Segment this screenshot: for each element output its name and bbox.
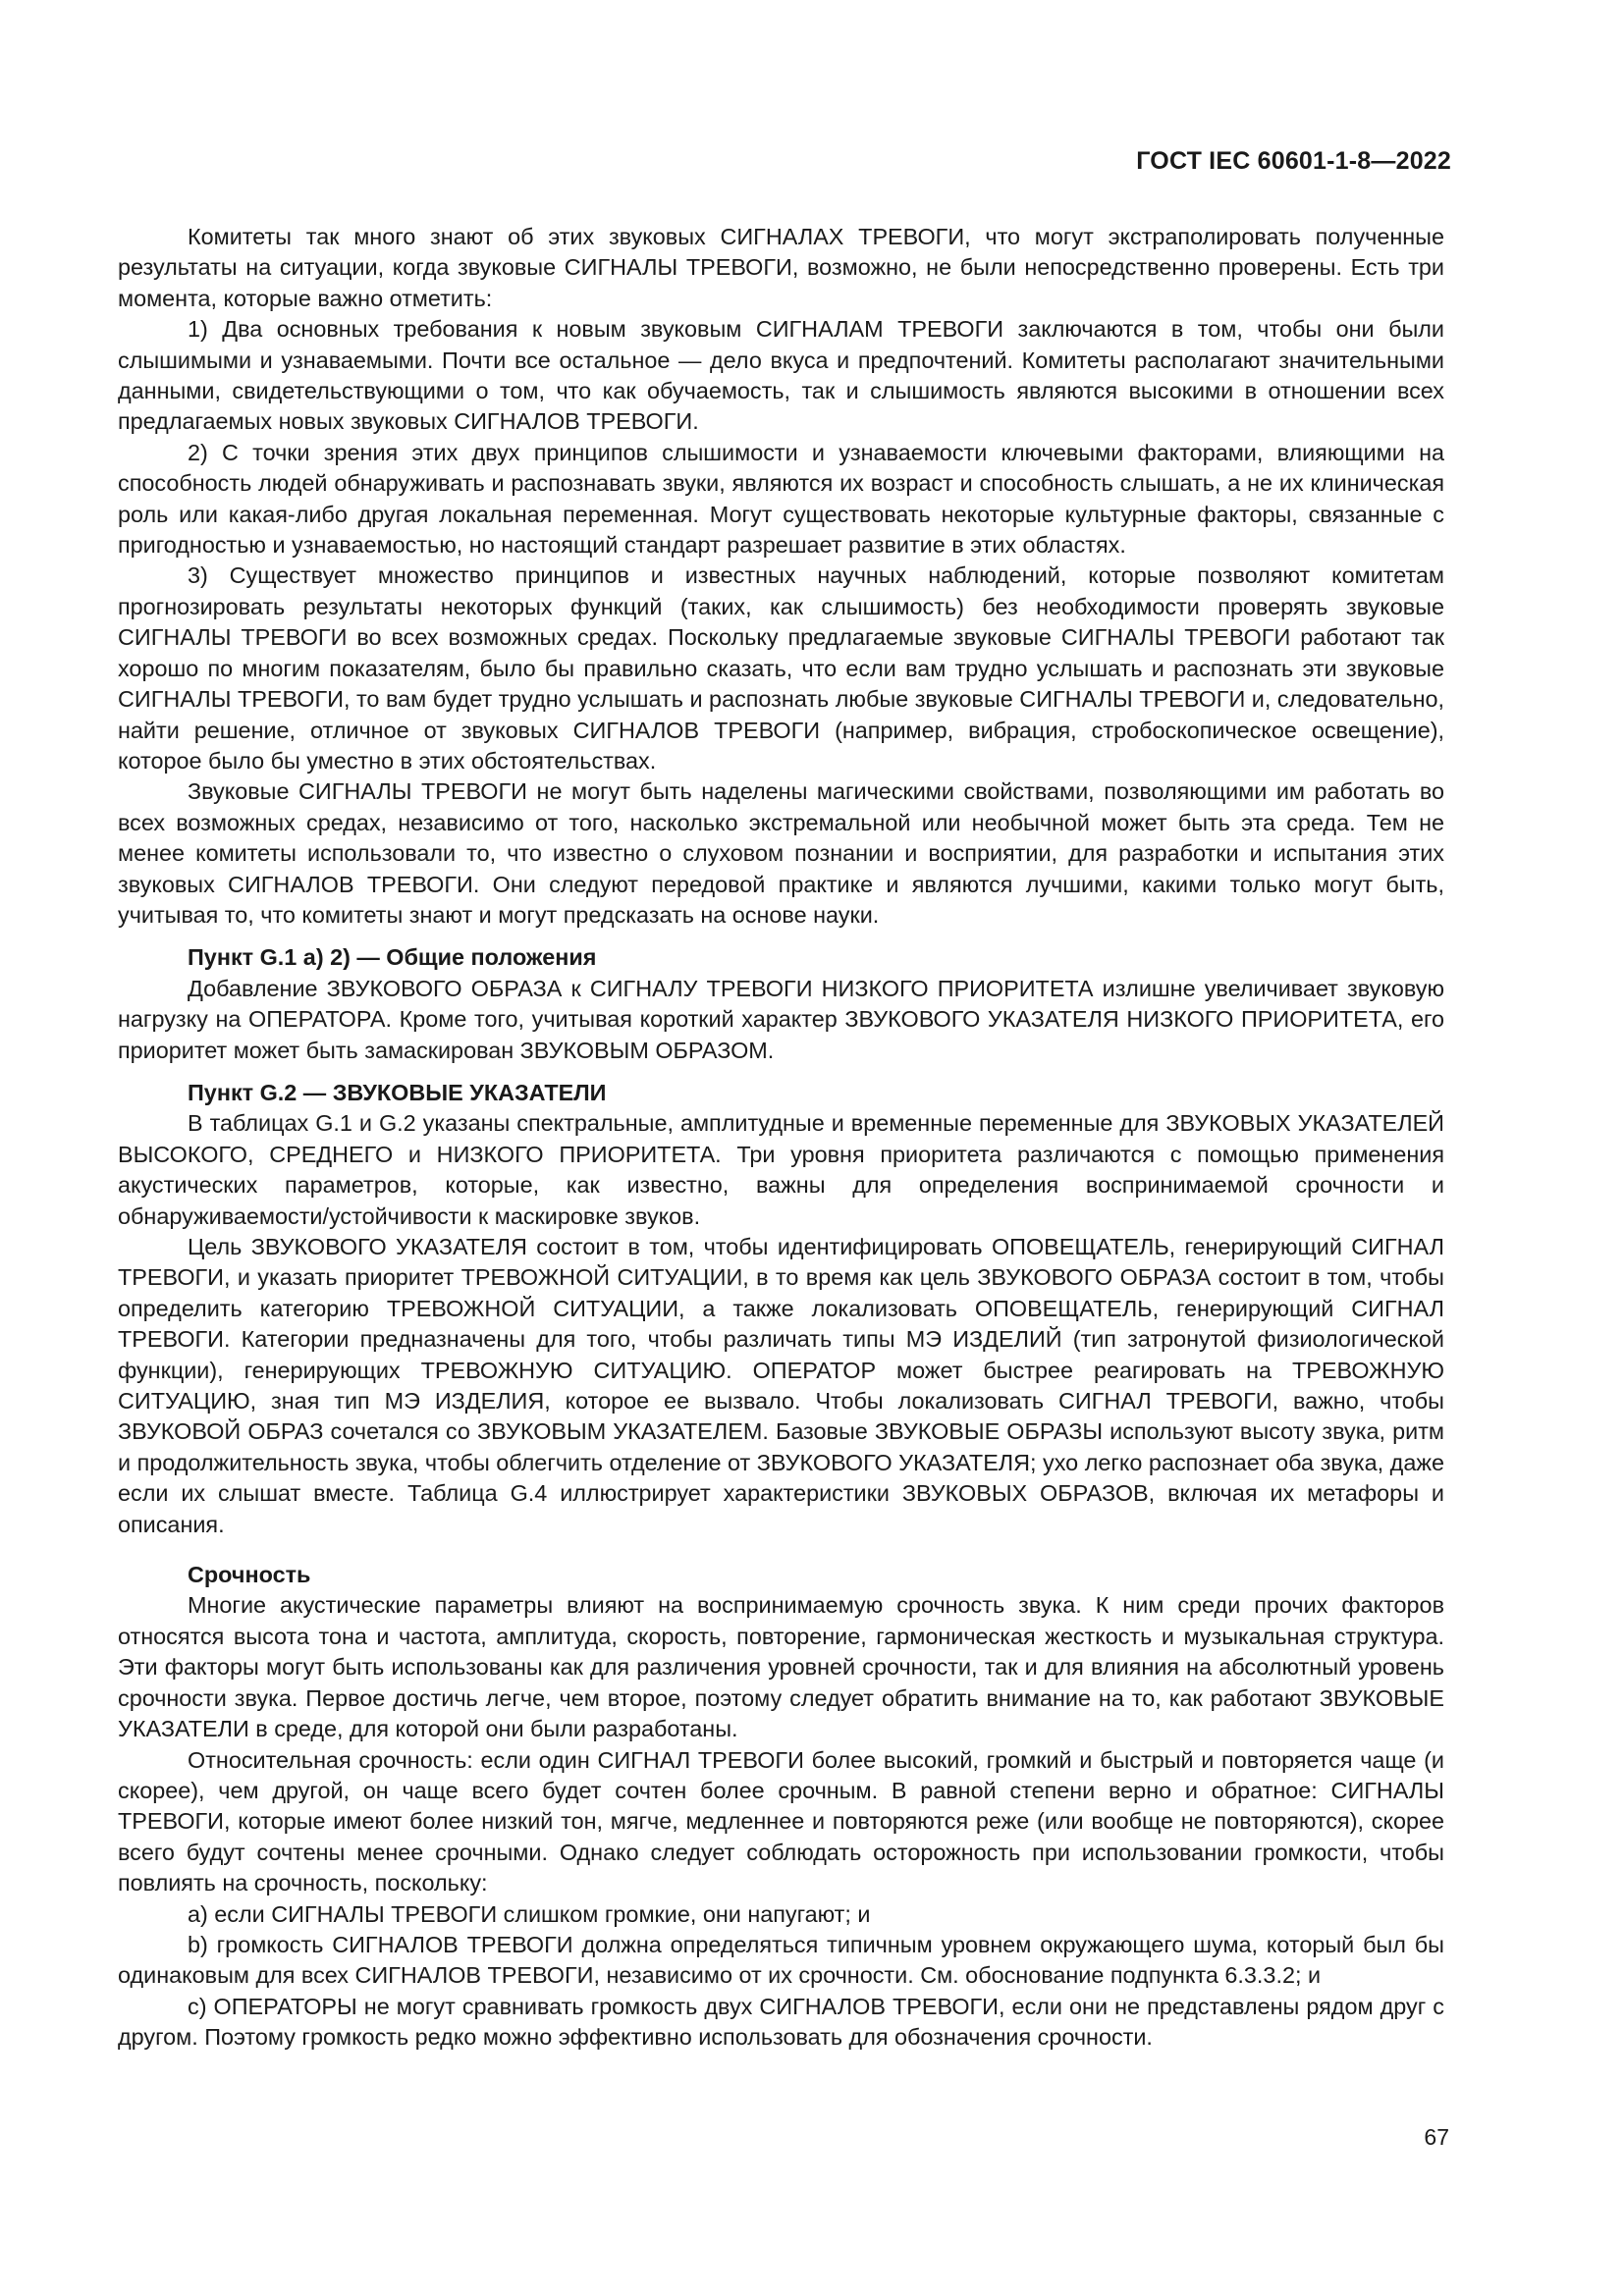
body-paragraph: 1) Два основных требования к новым звуковым СИГНАЛАМ ТРЕВОГИ заключаются в том, чтобы они были слышимыми и узнаваемыми. Почти все остальное — дело вкуса и предпочтений. Комитеты располагают значительными данными, свидетельствующими о том, что как обучаемость, так и слышимость являются высокими в отношении всех предлагаемых новых звуковых СИГНАЛОВ ТРЕВОГИ. xyxy=(118,316,1444,435)
body-paragraph: В таблицах G.1 и G.2 указаны спектральные, амплитудные и временные переменные для ЗВУКОВЫХ УКАЗАТЕЛЕЙ ВЫСОКОГО, СРЕДНЕГО и НИЗКОГО ПРИОРИТЕТА. Три уровня приоритета различаются с помощью применения акустических параметров, которые, как известно, важны для определения воспринимаемой срочности и обнаруживаемости/устойчивости к маскировке звуков. xyxy=(118,1110,1444,1229)
body-paragraph: a) если СИГНАЛЫ ТРЕВОГИ слишком громкие, они напугают; и xyxy=(188,1900,871,1927)
body-paragraph: Добавление ЗВУКОВОГО ОБРАЗА к СИГНАЛУ ТРЕВОГИ НИЗКОГО ПРИОРИТЕТА излишне увеличивает звуковую нагрузку на ОПЕРАТОРА. Кроме того, учитывая короткий характер ЗВУКОВОГО УКАЗАТЕЛЯ НИЗКОГО ПРИОРИТЕТА, его приоритет может быть замаскирован ЗВУКОВЫМ ОБРАЗОМ. xyxy=(118,975,1444,1063)
body-paragraph: Относительная срочность: если один СИГНАЛ ТРЕВОГИ более высокий, громкий и быстрый и повторяется чаще (и скорее), чем другой, он чаще всего будет сочтен более срочным. В равной степени верно и обратное: СИГНАЛЫ ТРЕВОГИ, которые имеют более низкий тон, мягче, медленнее и повторяются реже (или вообще не повторяются), скорее всего будут сочтены менее срочными. Однако следует соблюдать осторожность при использовании громкости, чтобы повлиять на срочность, поскольку: xyxy=(118,1746,1444,1896)
body-paragraph: Цель ЗВУКОВОГО УКАЗАТЕЛЯ состоит в том, чтобы идентифицировать ОПОВЕЩАТЕЛЬ, генерирующий СИГНАЛ ТРЕВОГИ, и указать приоритет ТРЕВОЖНОЙ СИТУАЦИИ, в то время как цель ЗВУКОВОГО ОБРАЗА состоит в том, чтобы определить категорию ТРЕВОЖНОЙ СИТУАЦИИ, а также локализовать ОПОВЕЩАТЕЛЬ, генерирующий СИГНАЛ ТРЕВОГИ. Категории предназначены для того, чтобы различать типы МЭ ИЗДЕЛИЙ (тип затронутой физиологической функции), генерирующих ТРЕВОЖНУЮ СИТУАЦИЮ. ОПЕРАТОР может быстрее реагировать на ТРЕВОЖНУЮ СИТУАЦИЮ, зная тип МЭ ИЗДЕЛИЯ, которое ее вызвало. Чтобы локализовать СИГНАЛ ТРЕВОГИ, важно, чтобы ЗВУКОВОЙ ОБРАЗ сочетался со ЗВУКОВЫМ УКАЗАТЕЛЕМ. Базовые ЗВУКОВЫЕ ОБРАЗЫ используют высоту звука, ритм и продолжительность звука, чтобы облегчить отделение от ЗВУКОВОГО УКАЗАТЕЛЯ; ухо легко распознает оба звука, даже если их слышат вместе. Таблица G.4 иллюстрирует характеристики ЗВУКОВЫХ ОБРАЗОВ, включая их метафоры и описания. xyxy=(118,1234,1444,1537)
body-paragraph: c) ОПЕРАТОРЫ не могут сравнивать громкость двух СИГНАЛОВ ТРЕВОГИ, если они не представлены рядом друг с другом. Поэтому громкость редко можно эффективно использовать для обозначения срочности. xyxy=(118,1993,1444,2051)
body-paragraph: 3) Существует множество принципов и известных научных наблюдений, которые позволяют комитетам прогнозировать результаты некоторых функций (таких, как слышимость) без необходимости проверять звуковые СИГНАЛЫ ТРЕВОГИ во всех возможных средах. Поскольку предлагаемые звуковые СИГНАЛЫ ТРЕВОГИ работают так хорошо по многим показателям, было бы правильно сказать, что если вам трудно услышать и распознать эти звуковые СИГНАЛЫ ТРЕВОГИ, то вам будет трудно услышать и распознать любые звуковые СИГНАЛЫ ТРЕВОГИ и, следовательно, найти решение, отличное от звуковых СИГНАЛОВ ТРЕВОГИ (например, вибрация, стробоскопическое освещение), которое было бы уместно в этих обстоятельствах. xyxy=(118,562,1444,774)
section-heading: Пункт G.1 a) 2) — Общие положения xyxy=(188,944,597,971)
page-number: 67 xyxy=(1424,2124,1449,2150)
document-code-header: ГОСТ IEC 60601-1-8—2022 xyxy=(1136,147,1451,175)
body-paragraph: Звуковые СИГНАЛЫ ТРЕВОГИ не могут быть наделены магическими свойствами, позволяющими им работать во всех возможных средах, независимо от того, насколько экстремальной или необычной может быть эта среда. Тем не менее комитеты использовали то, что известно о слуховом познании и восприятии, для разработки и испытания этих звуковых СИГНАЛОВ ТРЕВОГИ. Они следуют передовой практике и являются лучшими, какими только могут быть, учитывая то, что комитеты знают и могут предсказать на основе науки. xyxy=(118,778,1444,928)
document-body xyxy=(118,222,1444,2054)
section-heading: Пункт G.2 — ЗВУКОВЫЕ УКАЗАТЕЛИ xyxy=(188,1079,607,1105)
body-paragraph: 2) С точки зрения этих двух принципов слышимости и узнаваемости ключевыми факторами, влияющими на способность людей обнаруживать и распознавать звуки, являются их возраст и способность слышать, а не их клиническая роль или какая-либо другая локальная переменная. Могут существовать некоторые культурные факторы, связанные с пригодностью и узнаваемостью, но настоящий стандарт разрешает развитие в этих областях. xyxy=(118,439,1444,559)
section-heading: Срочность xyxy=(188,1562,311,1588)
body-paragraph: b) громкость СИГНАЛОВ ТРЕВОГИ должна определяться типичным уровнем окружающего шума, который был бы одинаковым для всех СИГНАЛОВ ТРЕВОГИ, независимо от их срочности. См. обоснование подпункта 6.3.3.2; и xyxy=(118,1931,1444,1989)
body-paragraph: Многие акустические параметры влияют на воспринимаемую срочность звука. К ним среди прочих факторов относятся высота тона и частота, амплитуда, скорость, повторение, гармоническая жесткость и музыкальная структура. Эти факторы могут быть использованы как для различения уровней срочности, так и для влияния на абсолютный уровень срочности звука. Первое достичь легче, чем второе, поэтому следует обратить внимание на то, как работают ЗВУКОВЫЕ УКАЗАТЕЛИ в среде, для которой они были разработаны. xyxy=(118,1592,1444,1742)
body-paragraph: Комитеты так много знают об этих звуковых СИГНАЛАХ ТРЕВОГИ, что могут экстраполировать полученные результаты на ситуации, когда звуковые СИГНАЛЫ ТРЕВОГИ, возможно, не были непосредственно проверены. Есть три момента, которые важно отметить: xyxy=(118,224,1444,311)
